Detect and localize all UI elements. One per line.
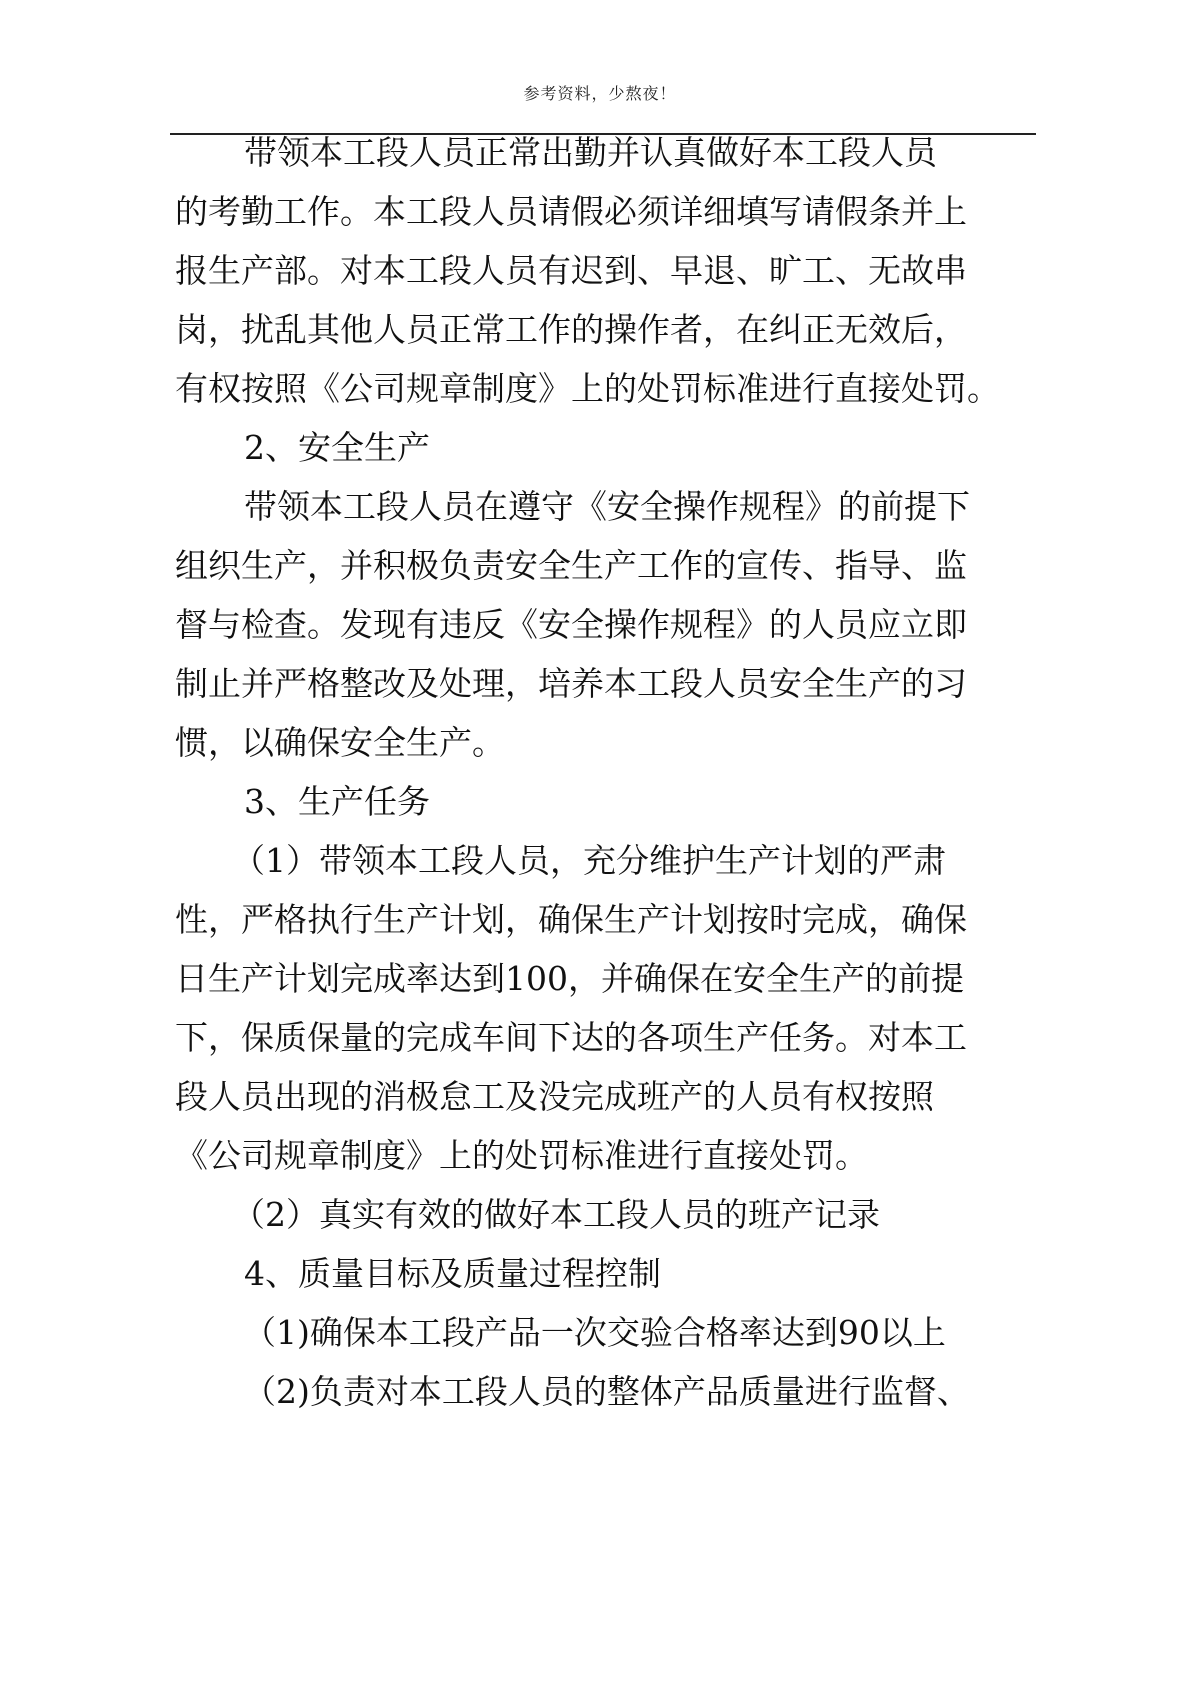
body-line: 带领本工段人员正常出勤并认真做好本工段人员 [244, 133, 937, 172]
body-line: 岗，扰乱其他人员正常工作的操作者，在纠正无效后， [175, 310, 967, 349]
body-line: 督与检查。发现有违反《安全操作规程》的人员应立即 [175, 605, 967, 644]
page-header: 参考资料，少熬夜！ [523, 84, 677, 103]
body-line: 的考勤工作。本工段人员请假必须详细填写请假条并上 [175, 192, 967, 231]
body-line: 制止并严格整改及处理，培养本工段人员安全生产的习 [175, 664, 967, 703]
body-line: 惯，以确保安全生产。 [175, 723, 505, 762]
body-line: （1)确保本工段产品一次交验合格率达到90以上 [243, 1313, 946, 1352]
body-line: 性，严格执行生产计划，确保生产计划按时完成，确保 [175, 900, 967, 939]
body-line: 带领本工段人员在遵守《安全操作规程》的前提下 [244, 487, 970, 526]
body-line: （2）真实有效的做好本工段人员的班产记录 [232, 1195, 880, 1234]
section-heading: 3、生产任务 [244, 782, 430, 821]
body-line: （1）带领本工段人员，充分维护生产计划的严肃 [232, 841, 946, 880]
body-line: 下，保质保量的完成车间下达的各项生产任务。对本工 [175, 1018, 967, 1057]
body-line: 段人员出现的消极怠工及没完成班产的人员有权按照 [175, 1077, 934, 1116]
body-line: （2)负责对本工段人员的整体产品质量进行监督、 [243, 1372, 970, 1411]
section-heading: 4、质量目标及质量过程控制 [244, 1254, 661, 1293]
section-heading: 2、安全生产 [244, 428, 430, 467]
body-line: 有权按照《公司规章制度》上的处罚标准进行直接处罚。 [175, 369, 1000, 408]
body-line: 《公司规章制度》上的处罚标准进行直接处罚。 [175, 1136, 868, 1175]
body-line: 组织生产，并积极负责安全生产工作的宣传、指导、监 [175, 546, 967, 585]
body-line: 日生产计划完成率达到100，并确保在安全生产的前提 [175, 959, 964, 998]
body-line: 报生产部。对本工段人员有迟到、早退、旷工、无故串 [175, 251, 967, 290]
